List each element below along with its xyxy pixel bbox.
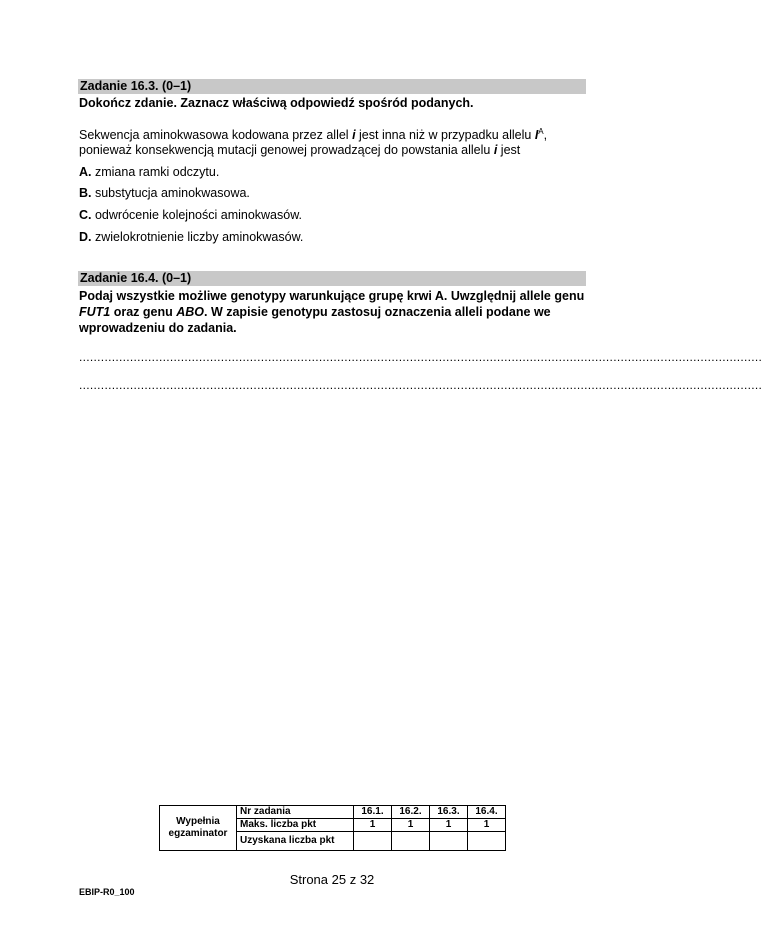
option-letter: C. (79, 208, 92, 222)
task-16-4-line3: wprowadzeniu do zadania. (79, 321, 237, 335)
obtained-points-cell[interactable] (354, 832, 392, 851)
task-16-3-stem-line2 (79, 143, 520, 157)
max-points-cell: 1 (392, 819, 430, 832)
option-text: substytucja aminokwasowa. (91, 186, 250, 200)
allele-IA: I (534, 128, 539, 142)
task-number-cell: 16.1. (354, 806, 392, 819)
task-16-4-line1: Podaj wszystkie możliwe genotypy warunkujące grupę krwi A. Uwzględnij allele genu (79, 289, 585, 303)
stem-text: jest inna niż w przypadku allelu (355, 128, 535, 142)
examiner-label: Wypełnia (176, 816, 220, 827)
stem-text: jest (497, 143, 521, 157)
obtained-points-cell[interactable] (430, 832, 468, 851)
examiner-label: egzaminator (168, 828, 228, 839)
option-text: zmiana ramki odczytu. (91, 165, 220, 179)
stem-text: Sekwencja aminokwasowa kodowana przez allel (79, 128, 353, 142)
option-d[interactable] (79, 230, 303, 244)
gene-abo: ABO (176, 305, 205, 319)
obtained-points-cell[interactable] (392, 832, 430, 851)
option-letter: D. (79, 230, 92, 244)
task-number-cell: 16.3. (430, 806, 468, 819)
option-c[interactable] (79, 208, 302, 222)
answer-line-1[interactable]: ............................................................................................................................................................................................ (79, 350, 762, 364)
instruction-text: . W zapisie genotypu zastosuj oznaczenia alleli podane we (204, 305, 551, 319)
obtained-points-cell[interactable] (468, 832, 506, 851)
task-16-4-header: Zadanie 16.4. (0–1) (78, 271, 586, 286)
option-text: zwielokrotnienie liczby aminokwasów. (91, 230, 304, 244)
row-label-task-number: Nr zadania (237, 806, 354, 819)
instruction-text: oraz genu (110, 305, 177, 319)
allele-i: i (493, 143, 498, 157)
row-label-max-points: Maks. liczba pkt (237, 819, 354, 832)
task-16-4-line2 (79, 305, 551, 319)
row-label-obtained-points: Uzyskana liczba pkt (237, 832, 354, 851)
max-points-cell: 1 (468, 819, 506, 832)
option-a[interactable] (79, 165, 219, 179)
option-letter: B. (79, 186, 92, 200)
option-letter: A. (79, 165, 92, 179)
allele-superscript: A (538, 127, 544, 136)
option-b[interactable] (79, 186, 250, 200)
examiner-score-table (159, 805, 506, 851)
allele-i: i (352, 128, 356, 142)
task-16-3-instruction: Dokończ zdanie. Zaznacz właściwą odpowiedź spośród podanych. (79, 96, 474, 110)
task-16-3-header: Zadanie 16.3. (0–1) (78, 79, 586, 94)
max-points-cell: 1 (354, 819, 392, 832)
examiner-cell (160, 806, 237, 851)
option-text: odwrócenie kolejności aminokwasów. (91, 208, 303, 222)
page-number: Strona 25 z 32 (289, 872, 375, 887)
stem-text: ponieważ konsekwencją mutacji genowej prowadzącej do powstania allelu (79, 143, 494, 157)
exam-code: EBIP-R0_100 (79, 887, 135, 897)
task-16-3-stem-line1 (79, 127, 547, 142)
gene-fut1: FUT1 (79, 305, 111, 319)
max-points-cell: 1 (430, 819, 468, 832)
answer-line-2[interactable]: ............................................................................................................................................................................................ (79, 378, 762, 392)
stem-text: , (543, 128, 548, 142)
task-number-cell: 16.4. (468, 806, 506, 819)
task-number-cell: 16.2. (392, 806, 430, 819)
